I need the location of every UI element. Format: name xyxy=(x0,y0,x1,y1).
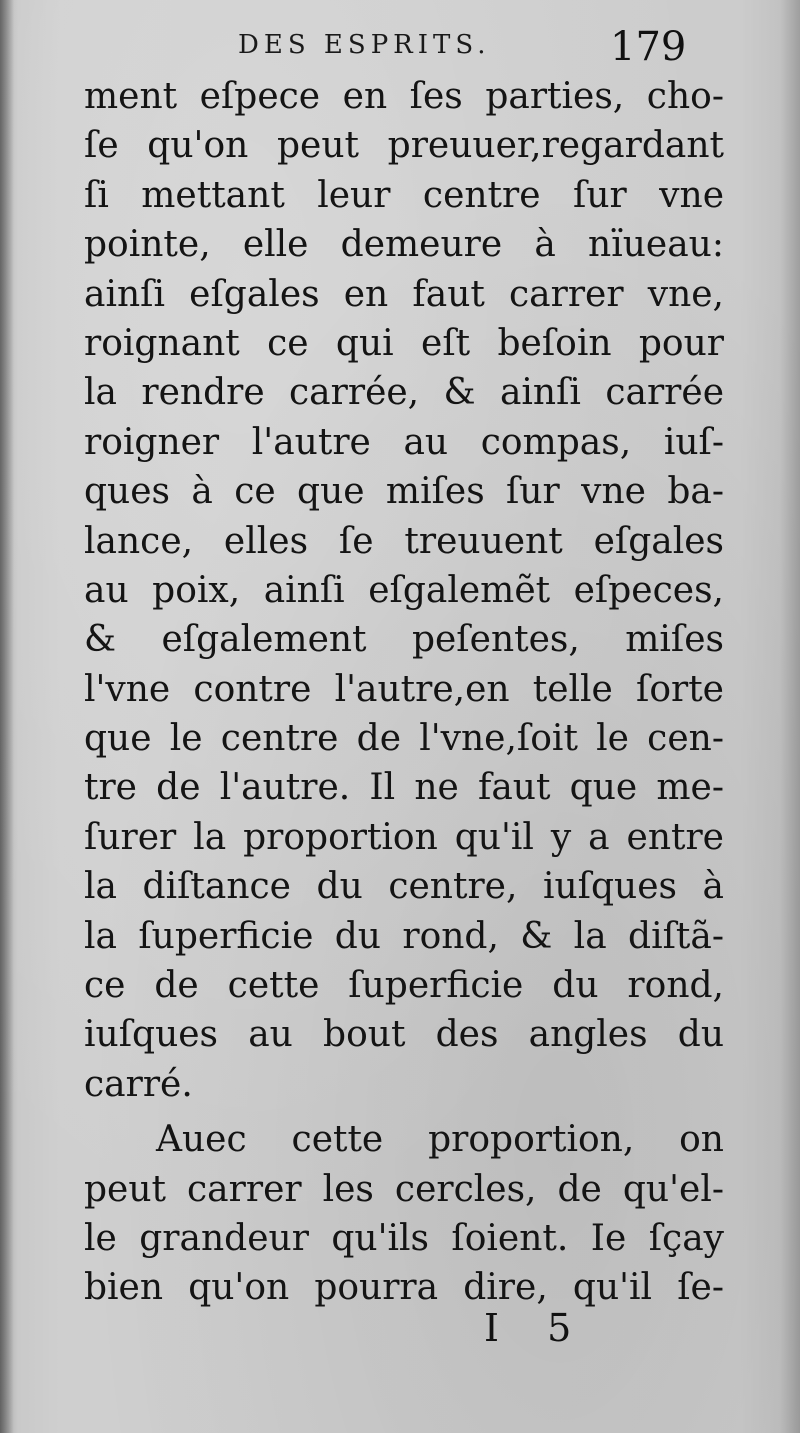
text-line: ment eſpece en ſes parties, cho- xyxy=(84,76,724,117)
text-line: la ſuperficie du rond, & la diſtã- xyxy=(84,915,724,957)
gutter-shadow xyxy=(0,0,14,1433)
text-line: pointe, elle demeure à nïueau: xyxy=(84,224,724,266)
text-line: bien qu'on pourra dire, qu'il ſe- xyxy=(84,1267,724,1309)
text-line: roignant ce qui eſt beſoin pour xyxy=(84,322,724,364)
text-line: au poix, ainſi eſgalemẽt eſpeces, xyxy=(84,569,724,611)
text-line: ſurer la proportion qu'il y a entre xyxy=(84,816,724,858)
text-line: ſe qu'on peut preuuer,regardant xyxy=(84,125,724,167)
text-line: ſi mettant leur centre ſur vne xyxy=(84,174,724,216)
text-line: Auec cette proportion, on xyxy=(156,1119,724,1161)
text-line: roigner l'autre au compas, iuſ- xyxy=(84,421,724,463)
text-line: tre de l'autre. Il ne faut que me- xyxy=(84,767,724,809)
body-text xyxy=(84,72,724,1313)
text-line: que le centre de l'vne,ſoit le cen- xyxy=(84,718,724,760)
text-line: la diſtance du centre, iuſques à xyxy=(84,866,724,908)
running-title: DES ESPRITS. xyxy=(238,30,491,60)
page-number: 179 xyxy=(610,24,687,70)
text-line: iuſques au bout des angles du xyxy=(84,1014,724,1056)
text-line: peut carrer les cercles, de qu'el- xyxy=(84,1168,724,1210)
text-line: l'vne contre l'autre,en telle ſorte xyxy=(84,668,724,710)
text-line: ce de cette ſuperficie du rond, xyxy=(84,965,724,1007)
text-line: & eſgalement peſentes, miſes xyxy=(84,619,724,661)
text-line: la rendre carrée, & ainſi carrée xyxy=(84,372,724,414)
text-line: ainſi eſgales en faut carrer vne, xyxy=(84,273,724,315)
signature-mark: I 5 xyxy=(484,1306,590,1350)
text-line: le grandeur qu'ils ſoient. Ie ſçay xyxy=(84,1217,724,1259)
text-line: lance, elles ſe treuuent eſgales xyxy=(84,520,724,562)
text-line: carré. xyxy=(84,1063,193,1105)
text-line: ques à ce que miſes ſur vne ba- xyxy=(84,471,724,513)
